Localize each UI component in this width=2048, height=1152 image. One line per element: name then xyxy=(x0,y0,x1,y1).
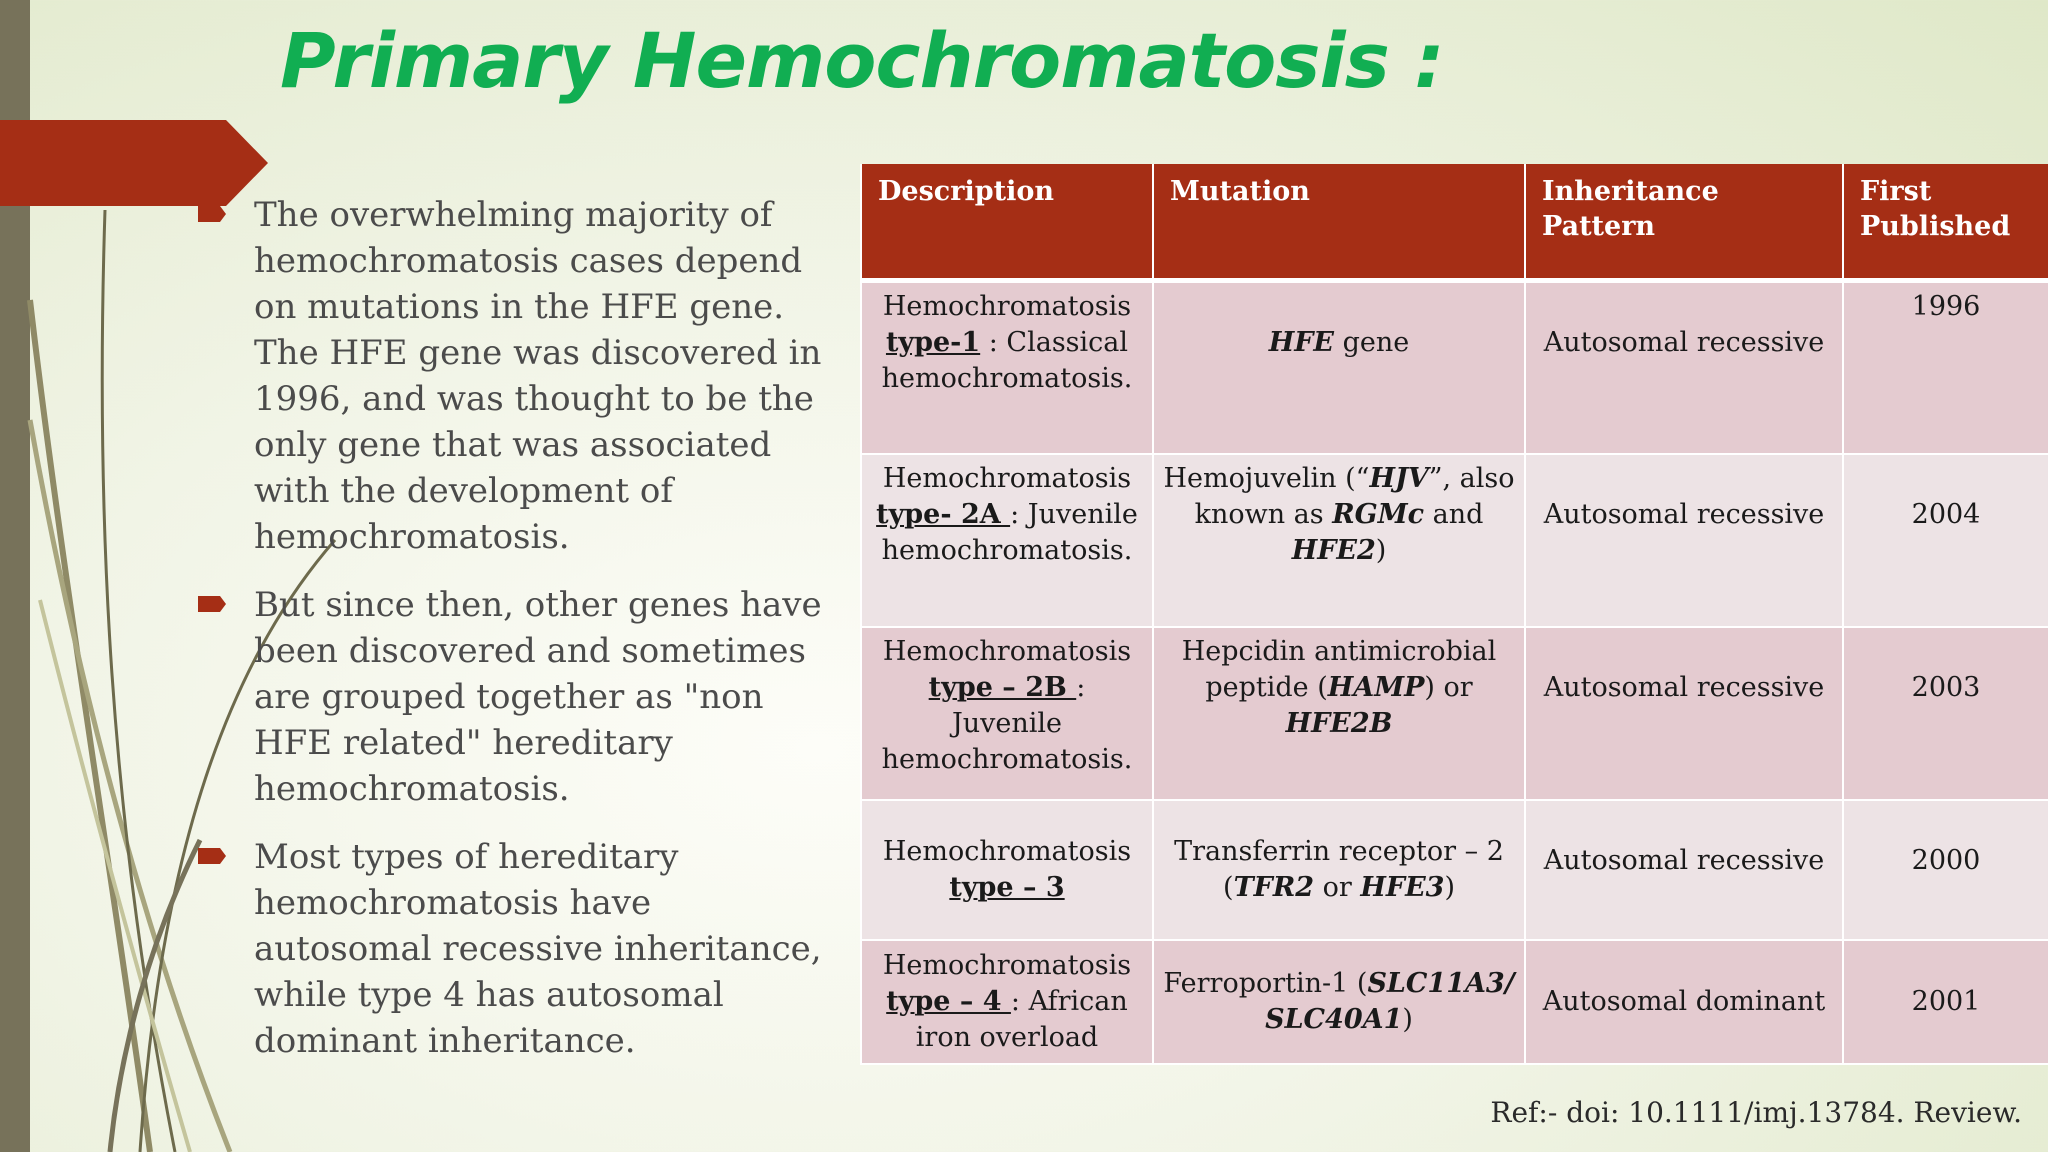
mutation-cell xyxy=(1153,627,1525,800)
year-cell: 2001 xyxy=(1843,940,2048,1064)
description-suffix: : Juvenile hemochromatosis. xyxy=(881,671,1133,775)
year-cell: 2004 xyxy=(1843,454,2048,627)
year-cell: 1996 xyxy=(1843,281,2048,454)
description-type: type – 3 xyxy=(949,871,1065,903)
mutation-gene: HFE2B xyxy=(1285,707,1393,739)
mutation-text: or xyxy=(1314,871,1361,903)
mutation-text: Hepcidin antimicrobial peptide ( xyxy=(1181,635,1497,703)
description-prefix: Hemochromatosis xyxy=(882,462,1132,494)
bullet-text: But since then, other genes have been discovered and sometimes are grouped together as "non HFE related" hereditary hemochromatosis. xyxy=(254,585,822,809)
mutation-text: Transferrin receptor – 2 ( xyxy=(1174,835,1504,903)
arrow-bullet-icon xyxy=(198,206,226,222)
mutation-text: ”, also known as xyxy=(1194,462,1515,530)
mutation-text: ) xyxy=(1444,871,1455,903)
mutation-cell xyxy=(1153,454,1525,627)
bullet-item xyxy=(198,582,828,812)
description-suffix: : African iron overload xyxy=(915,985,1128,1053)
year-cell: 2003 xyxy=(1843,627,2048,800)
year-cell: 2000 xyxy=(1843,800,2048,940)
description-suffix: : Juvenile hemochromatosis. xyxy=(881,498,1138,566)
bullet-list xyxy=(198,192,828,1086)
mutation-cell xyxy=(1153,800,1525,940)
description-prefix: Hemochromatosis xyxy=(882,835,1132,867)
mutation-text: Ferroportin-1 ( xyxy=(1163,967,1368,999)
mutation-cell xyxy=(1153,940,1525,1064)
description-cell xyxy=(861,940,1153,1064)
description-prefix: Hemochromatosis xyxy=(882,635,1132,667)
mutation-gene: HFE xyxy=(1268,327,1335,358)
description-type: type – 4 xyxy=(886,985,1011,1017)
bullet-text: The overwhelming majority of hemochromatosis cases depend on mutations in the HFE gene. The HFE gene was discovered in 1996, and was thought to be the only gene that was associated with the development of hemochromatosis. xyxy=(254,195,822,557)
description-cell xyxy=(861,454,1153,627)
arrow-bullet-icon xyxy=(198,596,226,612)
table-row xyxy=(861,627,2048,800)
mutation-gene: TFR2 xyxy=(1233,871,1315,903)
header-mutation: Mutation xyxy=(1153,164,1525,281)
description-type: type-1 xyxy=(885,327,981,358)
mutation-gene: RGMc xyxy=(1332,498,1425,530)
arrow-bullet-icon xyxy=(198,848,226,864)
table-row xyxy=(861,454,2048,627)
mutation-text: gene xyxy=(1334,327,1410,358)
mutation-gene: HFE3 xyxy=(1360,871,1445,903)
table-row xyxy=(861,940,2048,1064)
inheritance-cell: Autosomal recessive xyxy=(1525,627,1843,800)
inheritance-cell: Autosomal recessive xyxy=(1525,454,1843,627)
mutation-text: ) or xyxy=(1424,671,1473,703)
mutation-cell xyxy=(1153,281,1525,454)
description-type: type- 2A xyxy=(876,498,1011,530)
description-cell xyxy=(861,800,1153,940)
header-first-published: First Published xyxy=(1843,164,2048,281)
description-cell xyxy=(861,281,1153,454)
mutation-text: Hemojuvelin (“ xyxy=(1163,462,1370,494)
description-prefix: Hemochromatosis xyxy=(882,949,1132,981)
reference-note: Ref:- doi: 10.1111/imj.13784. Review. xyxy=(1490,1096,2022,1129)
mutation-gene: SLC11A3/ SLC40A1 xyxy=(1265,967,1515,1035)
hemochromatosis-table xyxy=(860,164,2048,1065)
bullet-item xyxy=(198,834,828,1064)
mutation-gene: HJV xyxy=(1369,462,1429,494)
header-description: Description xyxy=(861,164,1153,281)
mutation-text: ) xyxy=(1402,1003,1413,1035)
table-row xyxy=(861,800,2048,940)
bullet-text: Most types of hereditary hemochromatosis have autosomal recessive inheritance, while type 4 has autosomal dominant inheritance. xyxy=(254,837,822,1061)
table-row xyxy=(861,281,2048,454)
description-suffix: : Classical hemochromatosis. xyxy=(881,327,1133,394)
mutation-text: and xyxy=(1424,498,1484,530)
inheritance-cell: Autosomal recessive xyxy=(1525,281,1843,454)
mutation-gene: HAMP xyxy=(1327,671,1425,703)
bullet-item xyxy=(198,192,828,560)
description-cell xyxy=(861,627,1153,800)
inheritance-cell: Autosomal dominant xyxy=(1525,940,1843,1064)
header-inheritance: Inheritance Pattern xyxy=(1525,164,1843,281)
inheritance-cell: Autosomal recessive xyxy=(1525,800,1843,940)
description-type: type – 2B xyxy=(928,671,1077,703)
description-prefix: Hemochromatosis xyxy=(882,291,1132,322)
mutation-text: ) xyxy=(1375,534,1387,566)
mutation-gene: HFE2 xyxy=(1291,534,1376,566)
slide-title: Primary Hemochromatosis : xyxy=(280,16,1444,105)
table-header-row xyxy=(861,164,2048,281)
